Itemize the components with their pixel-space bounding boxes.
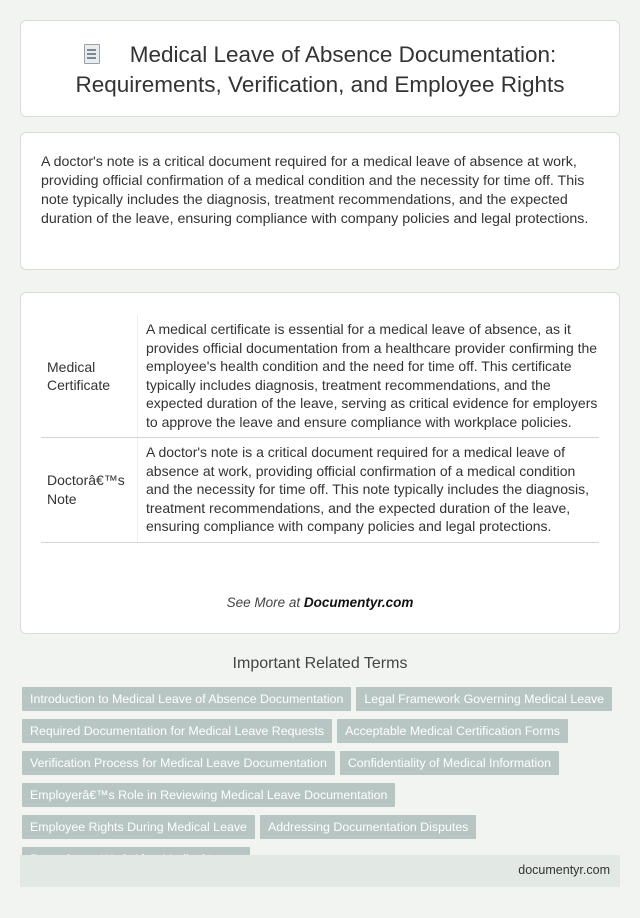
intro-paragraph: A doctor's note is a critical document required for a medical leave of absence at work, providing official confirmation of a medical condition and the necessity for time off. This note typically includes the diagnosis, treatment recommendations, and the expected duration of the leave, ensuring compliance with company policies and legal protections. xyxy=(41,154,589,227)
intro-card xyxy=(20,132,620,270)
related-terms-list xyxy=(22,687,622,879)
related-term-tag[interactable]: Employee Rights During Medical Leave xyxy=(22,815,255,839)
see-more-prefix: See More at xyxy=(226,595,301,610)
table-row xyxy=(41,315,599,438)
related-term-tag[interactable]: Verification Process for Medical Leave Documentation xyxy=(22,751,335,775)
description-cell: A doctor's note is a critical document required for a medical leave of absence at work, providing official confirmation of a medical condition and the necessity for time off. This note typically includes the diagnosis, treatment recommendations, and the expected duration of the leave, ensuring compliance with company policies and legal protections. xyxy=(138,438,600,543)
document-icon xyxy=(84,44,100,64)
see-more-site[interactable]: Documentyr.com xyxy=(303,595,414,610)
title-line-1: Medical Leave of Absence Documentation: xyxy=(129,42,557,67)
term-cell: Doctorâ€™s Note xyxy=(41,438,138,543)
see-more-link[interactable] xyxy=(21,595,619,610)
description-cell: A medical certificate is essential for a medical leave of absence, as it provides official documentation from a healthcare provider confirming the employee's health condition and the need for time off. This certificate typically includes diagnosis, treatment recommendations, and the expected duration of the leave, serving as critical evidence for employers to approve the leave and ensure compliance with workplace policies. xyxy=(138,315,600,438)
terms-table xyxy=(41,315,599,543)
related-terms-heading: Important Related Terms xyxy=(232,655,408,672)
terms-card xyxy=(20,292,620,634)
related-term-tag[interactable]: Employerâ€™s Role in Reviewing Medical Leave Documentation xyxy=(22,783,395,807)
related-term-tag[interactable]: Addressing Documentation Disputes xyxy=(260,815,476,839)
footer xyxy=(20,855,620,887)
related-term-tag[interactable]: Confidentiality of Medical Information xyxy=(340,751,559,775)
related-term-tag[interactable]: Acceptable Medical Certification Forms xyxy=(337,719,568,743)
term-cell: Medical Certificate xyxy=(41,315,138,438)
related-term-tag[interactable]: Introduction to Medical Leave of Absence Documentation xyxy=(22,687,351,711)
table-row xyxy=(41,438,599,543)
related-term-tag[interactable]: Legal Framework Governing Medical Leave xyxy=(356,687,612,711)
related-term-tag[interactable]: Required Documentation for Medical Leave Requests xyxy=(22,719,332,743)
title-card xyxy=(20,20,620,117)
footer-site-link[interactable]: documentyr.com xyxy=(518,863,610,877)
title-line-2: Requirements, Verification, and Employee Rights xyxy=(75,72,565,97)
page-title xyxy=(21,21,619,100)
